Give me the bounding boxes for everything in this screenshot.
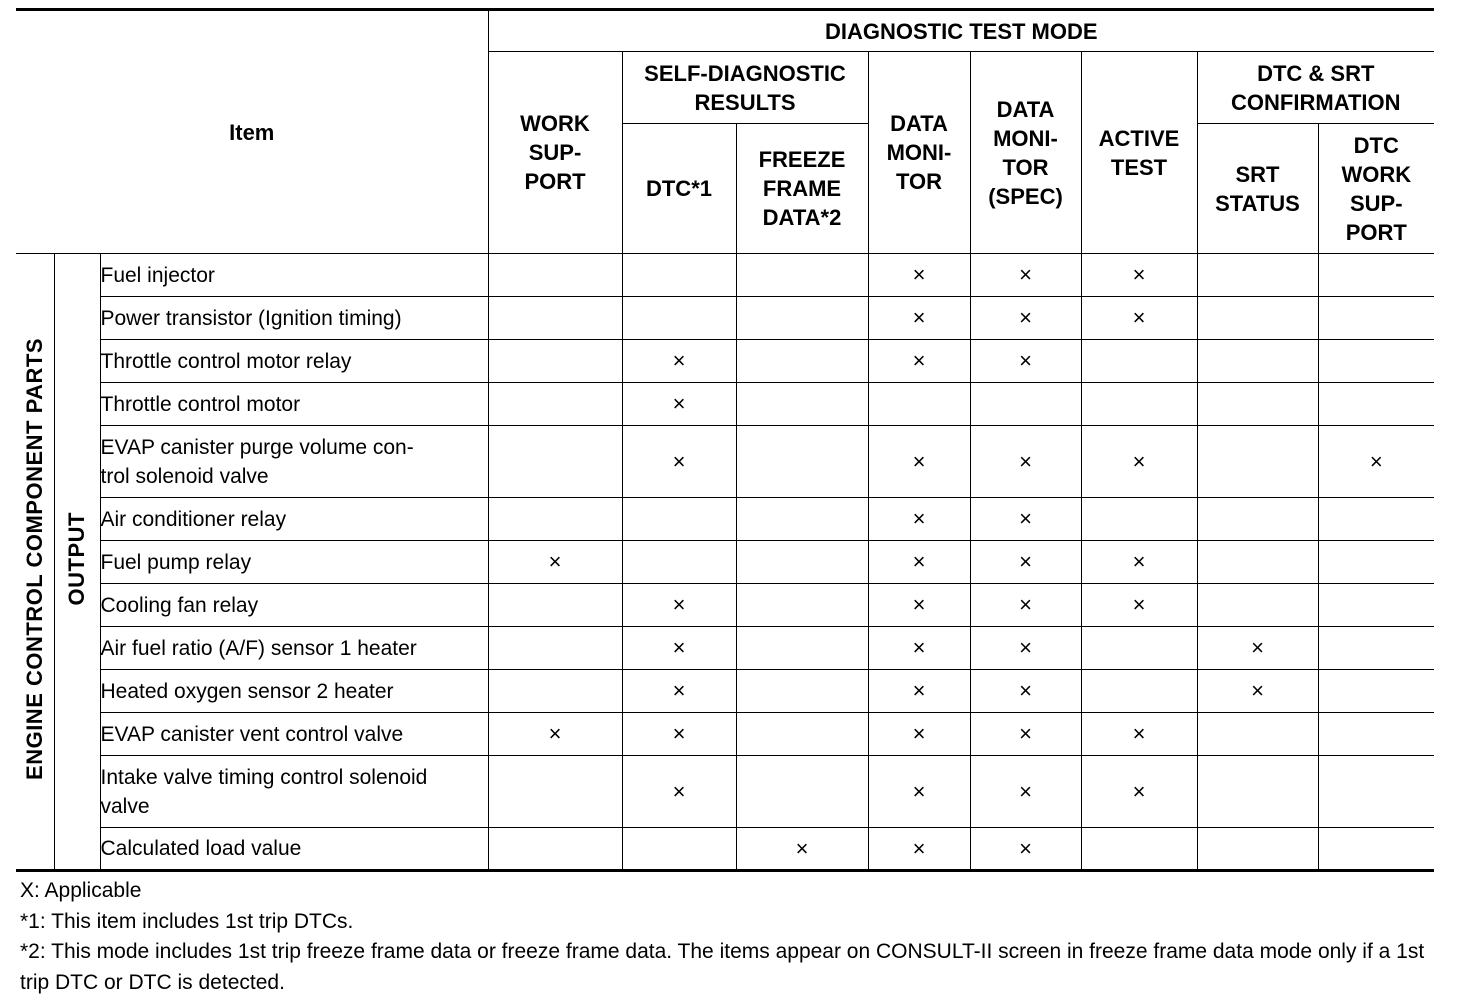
data-monitor-spec-header: DATA MONI- TOR (SPEC)	[970, 52, 1081, 254]
applicable-mark-cell	[1081, 340, 1197, 383]
engine-control-component-parts-text: ENGINE CONTROL COMPONENT PARTS	[21, 337, 47, 780]
table-row	[16, 713, 1434, 756]
applicable-mark-cell	[488, 297, 622, 340]
applicable-mark-cell: ×	[970, 254, 1081, 297]
applicable-mark-cell	[736, 498, 868, 541]
applicable-mark-cell: ×	[868, 670, 970, 713]
applicable-mark-cell	[1318, 340, 1434, 383]
applicable-mark-cell: ×	[970, 498, 1081, 541]
applicable-mark-cell: ×	[1318, 426, 1434, 498]
applicable-mark-cell	[1081, 383, 1197, 426]
footnote-applicable: X: Applicable	[20, 879, 142, 902]
table-row	[16, 340, 1434, 383]
applicable-mark-cell	[1197, 828, 1318, 871]
applicable-mark-cell: ×	[970, 670, 1081, 713]
row-item-label: Air fuel ratio (A/F) sensor 1 heater	[100, 627, 488, 670]
table-row	[16, 498, 1434, 541]
applicable-mark-cell: ×	[622, 340, 736, 383]
data-monitor-header: DATA MONI- TOR	[868, 52, 970, 254]
applicable-mark-cell	[1081, 828, 1197, 871]
applicable-mark-cell	[868, 383, 970, 426]
applicable-mark-cell: ×	[1081, 254, 1197, 297]
applicable-mark-cell: ×	[622, 670, 736, 713]
applicable-mark-cell	[488, 627, 622, 670]
row-item-label: Intake valve timing control solenoid valve	[100, 756, 488, 828]
applicable-mark-cell	[736, 426, 868, 498]
applicable-mark-cell: ×	[868, 297, 970, 340]
table-row	[16, 254, 1434, 297]
applicable-mark-cell: ×	[868, 713, 970, 756]
table-row	[16, 828, 1434, 871]
row-item-label: Throttle control motor	[100, 383, 488, 426]
row-item-label: Throttle control motor relay	[100, 340, 488, 383]
applicable-mark-cell	[736, 670, 868, 713]
applicable-mark-cell	[736, 713, 868, 756]
applicable-mark-cell	[1318, 756, 1434, 828]
applicable-mark-cell: ×	[1081, 756, 1197, 828]
row-item-label: Fuel pump relay	[100, 541, 488, 584]
applicable-mark-cell	[1318, 627, 1434, 670]
applicable-mark-cell	[1318, 383, 1434, 426]
applicable-mark-cell	[488, 498, 622, 541]
applicable-mark-cell: ×	[970, 297, 1081, 340]
dtc-srt-confirmation-header: DTC & SRT CONFIRMATION	[1197, 52, 1434, 124]
applicable-mark-cell: ×	[1081, 584, 1197, 627]
applicable-mark-cell: ×	[868, 498, 970, 541]
applicable-mark-cell	[1318, 670, 1434, 713]
applicable-mark-cell	[488, 426, 622, 498]
table-row	[16, 297, 1434, 340]
applicable-mark-cell	[1081, 498, 1197, 541]
applicable-mark-cell: ×	[622, 627, 736, 670]
applicable-mark-cell	[736, 254, 868, 297]
applicable-mark-cell	[1081, 627, 1197, 670]
applicable-mark-cell	[1318, 584, 1434, 627]
applicable-mark-cell: ×	[868, 828, 970, 871]
applicable-mark-cell: ×	[970, 627, 1081, 670]
applicable-mark-cell: ×	[736, 828, 868, 871]
applicable-mark-cell: ×	[1197, 670, 1318, 713]
applicable-mark-cell	[736, 340, 868, 383]
row-item-label: Calculated load value	[100, 828, 488, 871]
dtc-header: DTC*1	[622, 124, 736, 254]
table-row	[16, 383, 1434, 426]
table-body	[16, 254, 1434, 871]
applicable-mark-cell: ×	[970, 584, 1081, 627]
engine-control-component-parts-label	[16, 254, 54, 871]
applicable-mark-cell: ×	[868, 541, 970, 584]
applicable-mark-cell: ×	[622, 426, 736, 498]
applicable-mark-cell: ×	[970, 713, 1081, 756]
diagnostic-test-mode-table	[16, 8, 1434, 872]
applicable-mark-cell: ×	[970, 426, 1081, 498]
applicable-mark-cell: ×	[1081, 541, 1197, 584]
row-item-label: Heated oxygen sensor 2 heater	[100, 670, 488, 713]
applicable-mark-cell	[1318, 297, 1434, 340]
applicable-mark-cell	[1318, 541, 1434, 584]
applicable-mark-cell	[736, 584, 868, 627]
applicable-mark-cell: ×	[868, 756, 970, 828]
row-item-label: Air conditioner relay	[100, 498, 488, 541]
row-item-label: Power transistor (Ignition timing)	[100, 297, 488, 340]
footnote-2: *2: This mode includes 1st trip freeze frame data or freeze frame data. The items appear on CONSULT-II screen in freeze frame data mode only if a 1st trip DTC or DTC is detected.	[20, 940, 1425, 994]
footnotes	[20, 876, 1440, 998]
applicable-mark-cell	[488, 383, 622, 426]
table-row	[16, 541, 1434, 584]
footnote-1: *1: This item includes 1st trip DTCs.	[20, 909, 354, 933]
row-item-label: Cooling fan relay	[100, 584, 488, 627]
applicable-mark-cell	[622, 498, 736, 541]
applicable-mark-cell	[736, 627, 868, 670]
applicable-mark-cell: ×	[970, 340, 1081, 383]
applicable-mark-cell	[1197, 297, 1318, 340]
applicable-mark-cell: ×	[970, 756, 1081, 828]
applicable-mark-cell: ×	[622, 713, 736, 756]
table-row	[16, 426, 1434, 498]
item-header: Item	[16, 10, 488, 254]
applicable-mark-cell	[1197, 426, 1318, 498]
applicable-mark-cell	[1318, 254, 1434, 297]
applicable-mark-cell: ×	[622, 584, 736, 627]
applicable-mark-cell: ×	[488, 541, 622, 584]
applicable-mark-cell	[622, 254, 736, 297]
applicable-mark-cell	[1318, 498, 1434, 541]
applicable-mark-cell	[622, 541, 736, 584]
applicable-mark-cell	[488, 254, 622, 297]
applicable-mark-cell	[1197, 541, 1318, 584]
applicable-mark-cell	[1197, 383, 1318, 426]
applicable-mark-cell: ×	[1081, 426, 1197, 498]
row-item-label: Fuel injector	[100, 254, 488, 297]
applicable-mark-cell: ×	[970, 828, 1081, 871]
applicable-mark-cell	[1197, 340, 1318, 383]
applicable-mark-cell	[488, 670, 622, 713]
applicable-mark-cell	[488, 756, 622, 828]
applicable-mark-cell	[622, 297, 736, 340]
applicable-mark-cell: ×	[1081, 297, 1197, 340]
applicable-mark-cell	[488, 340, 622, 383]
applicable-mark-cell	[488, 584, 622, 627]
applicable-mark-cell: ×	[868, 627, 970, 670]
freeze-frame-data-header: FREEZE FRAME DATA*2	[736, 124, 868, 254]
applicable-mark-cell	[736, 383, 868, 426]
applicable-mark-cell: ×	[970, 541, 1081, 584]
row-item-label: EVAP canister vent control valve	[100, 713, 488, 756]
applicable-mark-cell	[736, 756, 868, 828]
row-item-label: EVAP canister purge volume con- trol solenoid valve	[100, 426, 488, 498]
applicable-mark-cell	[1318, 828, 1434, 871]
applicable-mark-cell: ×	[622, 383, 736, 426]
applicable-mark-cell: ×	[488, 713, 622, 756]
applicable-mark-cell: ×	[1081, 713, 1197, 756]
output-text: OUTPUT	[64, 511, 89, 606]
applicable-mark-cell	[1318, 713, 1434, 756]
applicable-mark-cell: ×	[868, 254, 970, 297]
table-row	[16, 756, 1434, 828]
applicable-mark-cell: ×	[868, 426, 970, 498]
table-row	[16, 627, 1434, 670]
applicable-mark-cell	[1197, 756, 1318, 828]
applicable-mark-cell	[488, 828, 622, 871]
applicable-mark-cell	[970, 383, 1081, 426]
table-row	[16, 584, 1434, 627]
applicable-mark-cell	[1197, 254, 1318, 297]
applicable-mark-cell	[736, 297, 868, 340]
self-diagnostic-results-header: SELF-DIAGNOSTIC RESULTS	[622, 52, 868, 124]
applicable-mark-cell	[622, 828, 736, 871]
applicable-mark-cell	[1197, 498, 1318, 541]
work-support-header: WORK SUP- PORT	[488, 52, 622, 254]
applicable-mark-cell: ×	[868, 340, 970, 383]
output-label	[54, 254, 100, 871]
active-test-header: ACTIVE TEST	[1081, 52, 1197, 254]
applicable-mark-cell	[1197, 584, 1318, 627]
applicable-mark-cell	[1197, 713, 1318, 756]
table-row	[16, 670, 1434, 713]
applicable-mark-cell	[736, 541, 868, 584]
dtc-work-support-header: DTC WORK SUP- PORT	[1318, 124, 1434, 254]
applicable-mark-cell: ×	[1197, 627, 1318, 670]
diagnostic-test-mode-header: DIAGNOSTIC TEST MODE	[488, 10, 1434, 52]
applicable-mark-cell	[1081, 670, 1197, 713]
applicable-mark-cell: ×	[868, 584, 970, 627]
srt-status-header: SRT STATUS	[1197, 124, 1318, 254]
applicable-mark-cell: ×	[622, 756, 736, 828]
